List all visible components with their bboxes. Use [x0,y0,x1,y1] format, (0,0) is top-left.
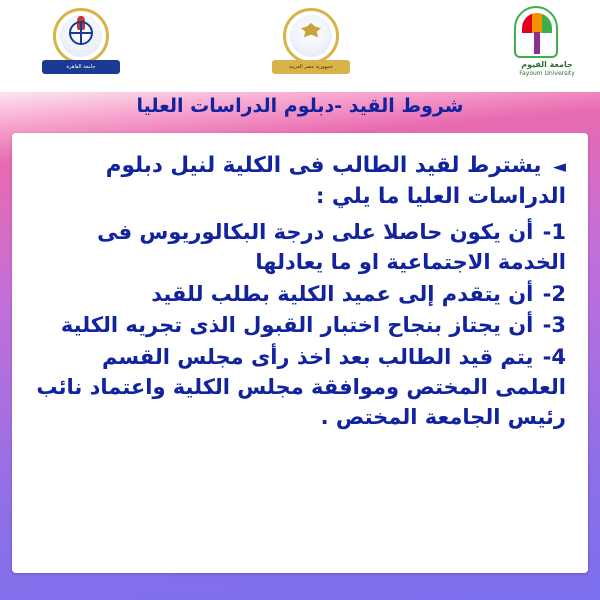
list-item [34,311,566,341]
rule-number: 3- [542,313,566,338]
rules-list [34,218,566,433]
fayoum-swirl [522,13,552,33]
content-card [12,133,588,573]
lead-text: يشترط لقيد الطالب فى الكلية لنيل دبلوم الدراسات العليا ما يلي : [105,153,566,209]
university-crest-icon [42,6,120,86]
fayoum-name-ar: جامعة الفيوم [521,60,573,69]
rule-text: يتم قيد الطالب بعد اخذ رأى مجلس القسم العلمى المختص وموافقة مجلس الكلية واعتماد نائب رئيس الجامعة المختص . [36,345,566,429]
rule-text: أن يكون حاصلا على درجة البكالوريوس فى الخدمة الاجتماعية او ما يعادلها [97,220,566,274]
list-item [34,280,566,310]
list-item [34,218,566,278]
rule-text: أن يجتاز بنجاح اختبار القبول الذى تجريه الكلية [60,313,534,338]
rule-number: 1- [542,220,566,245]
fayoum-mark [514,6,558,58]
logo-egypt-emblem [272,6,350,86]
crest-inner [290,15,332,57]
eagle-emblem-icon [272,6,350,86]
page-title-strip [0,95,600,117]
fayoum-name-en: Fayoum University [519,70,575,77]
fayoum-university-icon [492,6,600,86]
bullet-arrow-icon: ◄ [552,157,566,177]
logo-fayoum-university [492,6,600,86]
fayoum-pillar [534,32,540,54]
list-item [34,343,566,432]
globe-icon [69,21,93,45]
crest-banner-label: جمهورية مصر العربية [272,60,350,74]
logo-cairo-university [42,6,120,86]
lead-paragraph [34,151,566,212]
rule-number: 4- [542,345,566,370]
logo-bar [0,0,600,92]
rule-number: 2- [542,281,566,306]
rule-text: أن يتقدم إلى عميد الكلية بطلب للقيد [151,281,534,306]
eagle-icon [301,23,321,43]
crest-banner-label: جامعة القاهرة [42,60,120,74]
crest-inner [60,15,102,57]
page-title: شروط القيد -دبلوم الدراسات العليا [136,95,464,117]
